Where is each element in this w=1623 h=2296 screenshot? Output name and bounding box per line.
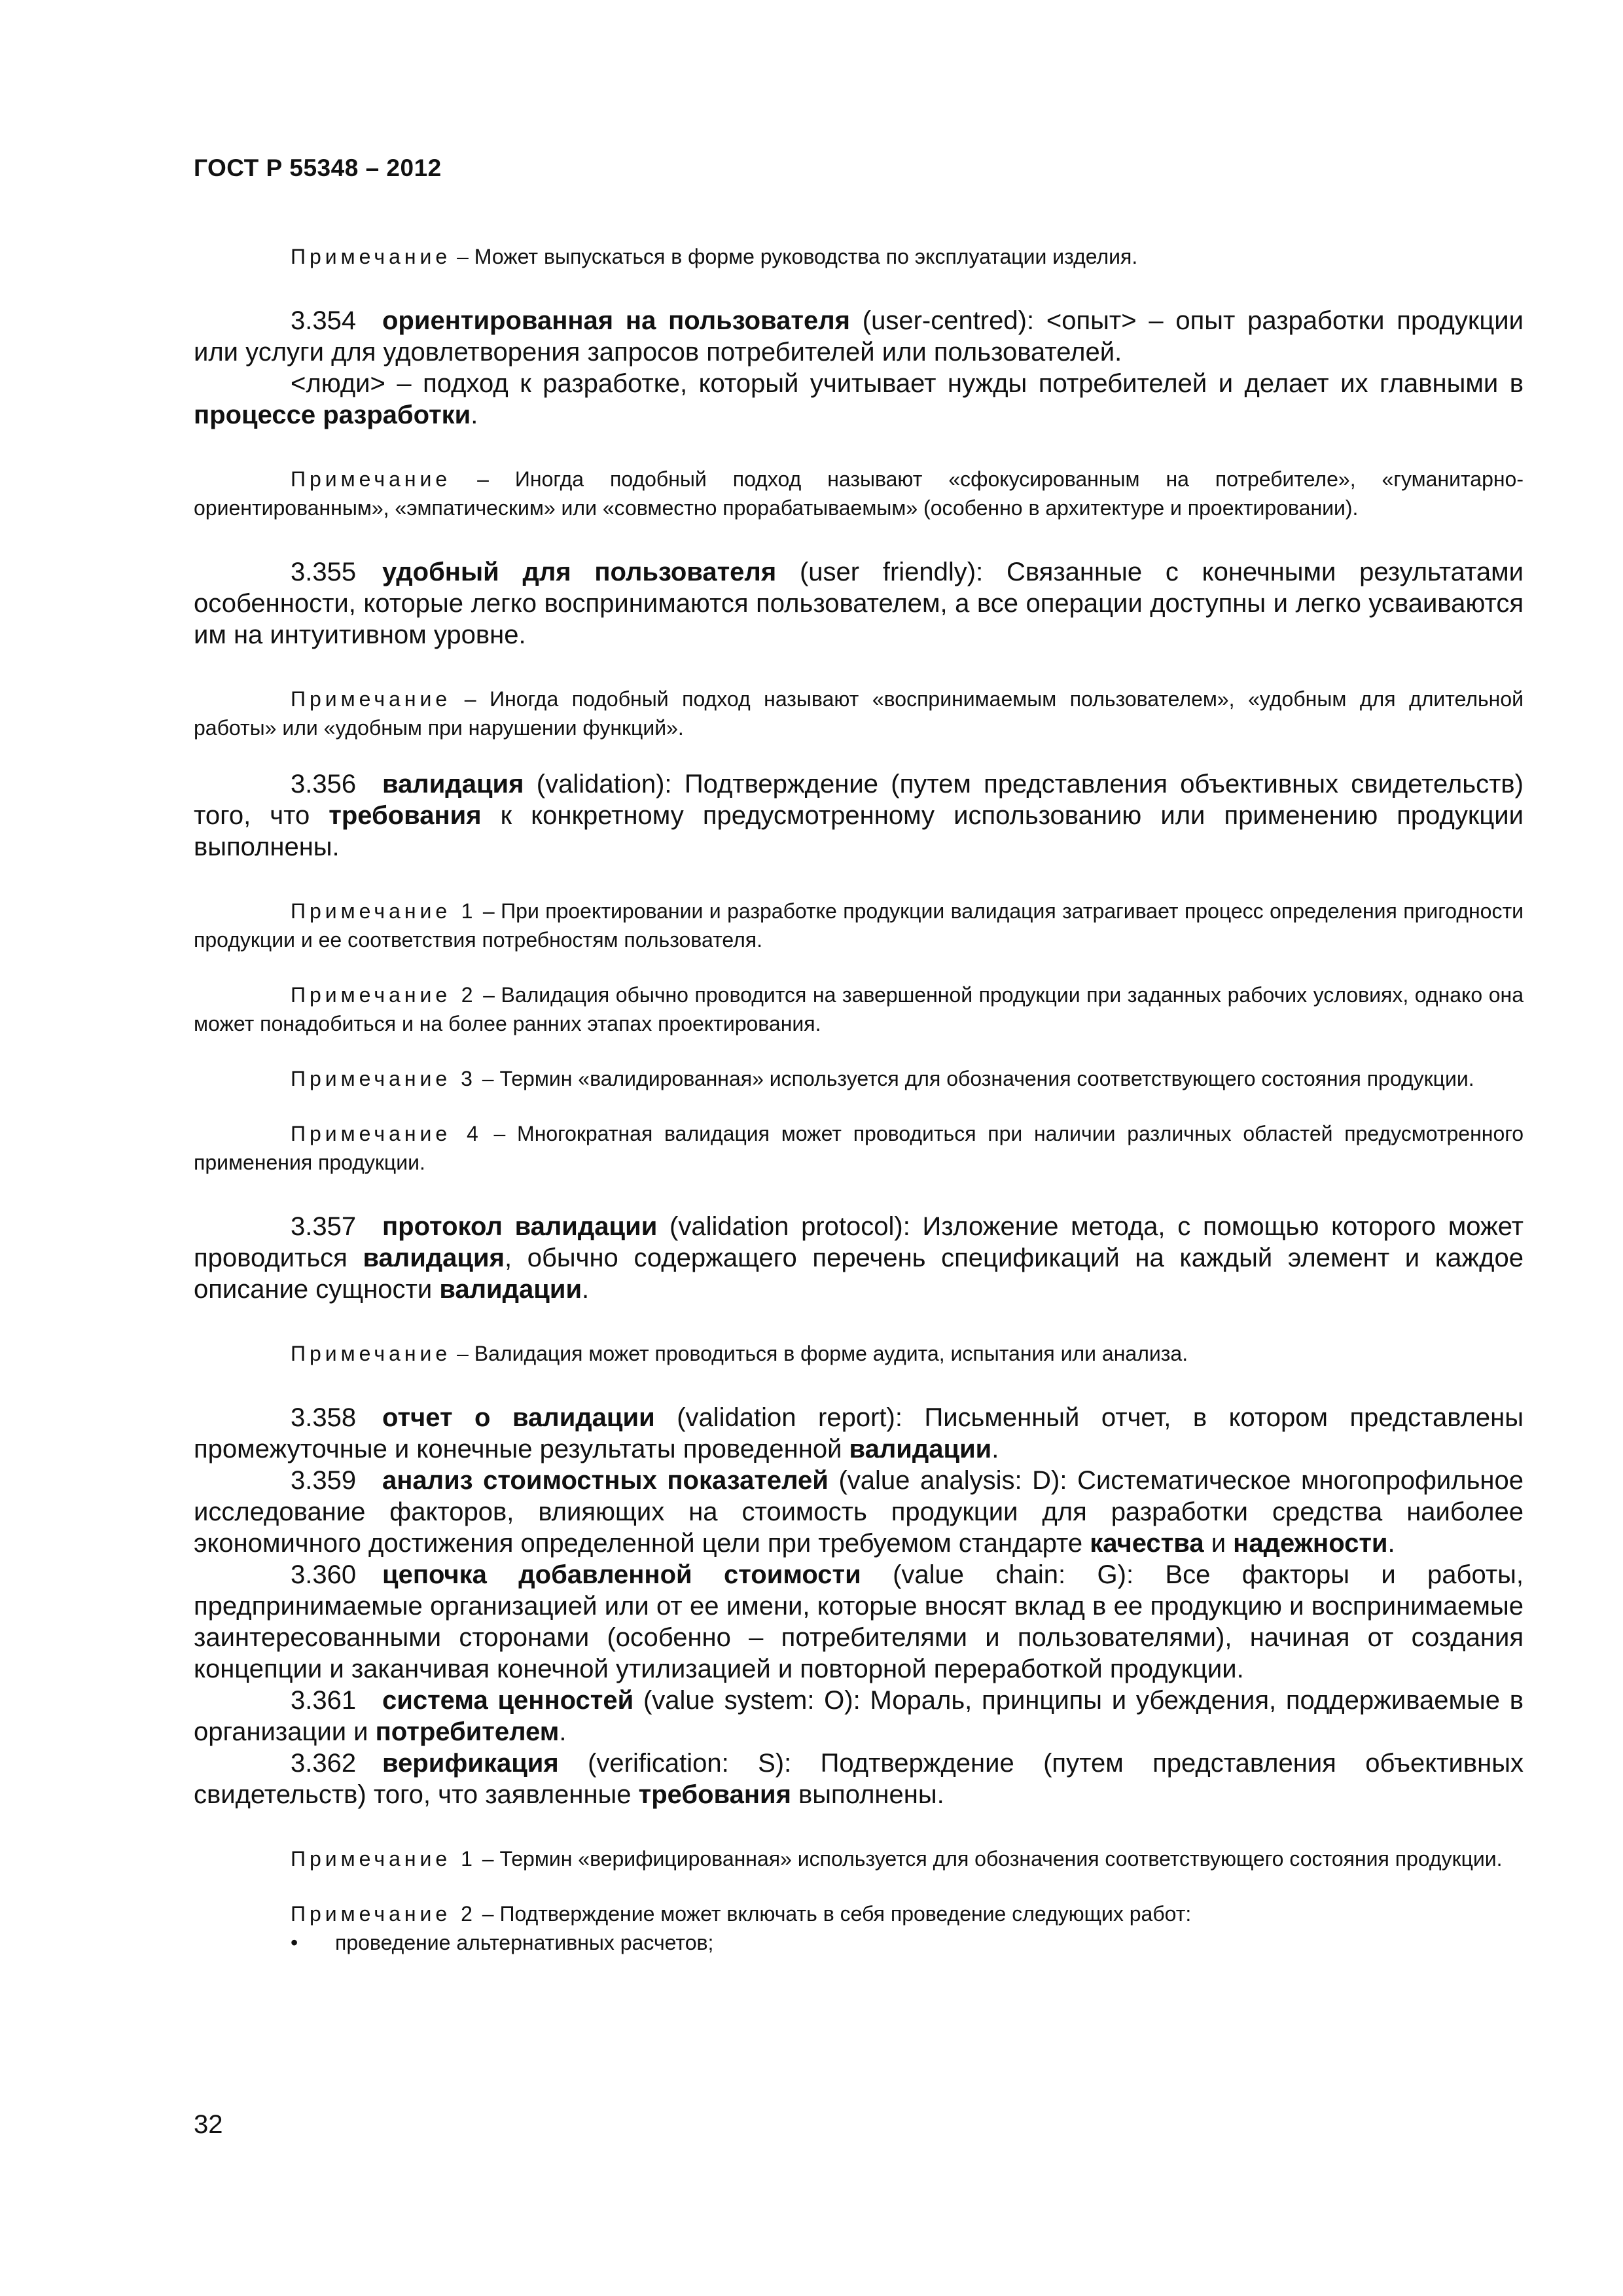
note-text: – Может выпускаться в форме руководства по эксплуатации изделия. [451, 245, 1138, 268]
term-number: 3.360 [291, 1560, 357, 1589]
note-label: Примечание [291, 467, 452, 491]
note-label: Примечание [291, 245, 452, 268]
page-number: 32 [194, 2110, 223, 2139]
term-title: система ценностей [382, 1686, 634, 1715]
note-label: Примечание [291, 1067, 452, 1090]
term-title: отчет о валидации [382, 1403, 655, 1432]
note: Примечание – Иногда подобный подход называют «воспринимаемым пользователем», «удобным для длительной работы» или «удобным при нарушении функций». [194, 687, 1524, 740]
term-number: 3.356 [291, 770, 357, 798]
list-item: • проведение альтернативных расчетов; [194, 1928, 1524, 1957]
term-title: протокол валидации [382, 1212, 658, 1241]
note-label: Примечание [291, 687, 452, 711]
term-entry-3359: 3.359 анализ стоимостных показателей (value analysis: D): Систематическое многопрофильное исследование факторов, влияющих на стоимость продукции для разработки средства наиболее экономичного достижения определенной цели при требуемом стандарте качества и надежности. [194, 1466, 1524, 1558]
term-number: 3.362 [291, 1749, 357, 1778]
term-title: удобный для пользователя [382, 558, 777, 586]
document-header: ГОСТ Р 55348 – 2012 [194, 154, 442, 181]
document-body [194, 242, 1524, 1957]
note: Примечание 1 – При проектировании и разработке продукции валидация затрагивает процесс определения пригодности продукции и ее соответствия потребностям пользователя. [194, 899, 1524, 952]
note: Примечание 3 – Термин «валидированная» используется для обозначения соответствующего состояния продукции. [291, 1067, 1474, 1090]
term-entry-3361: 3.361 система ценностей (value system: O): Мораль, принципы и убеждения, поддерживаемые в организации и потребителем. [194, 1686, 1524, 1746]
term-entry-3357: 3.357 протокол валидации (validation protocol): Изложение метода, с помощью которого может проводиться валидация, обычно содержащего перечень спецификаций на каждый элемент и каждое описание сущности валидации. [194, 1212, 1524, 1304]
term-title: цепочка добавленной стоимости [382, 1560, 861, 1589]
term-title: ориентированная на пользователя [382, 306, 850, 335]
term-entry-3354: 3.354 ориентированная на пользователя (user-centred): <опыт> – опыт разработки продукции или услуги для удовлетворения запросов потребителей или пользователей. [194, 306, 1524, 367]
note-label: Примечание [291, 1342, 452, 1365]
note: Примечание 2 – Подтверждение может включать в себя проведение следующих работ: [291, 1902, 1192, 1926]
term-number: 3.354 [291, 306, 357, 335]
term-entry-3354-people: <люди> – подход к разработке, который учитывает нужды потребителей и делает их главными в процессе разработки. [194, 369, 1524, 429]
term-title: анализ стоимостных показателей [382, 1466, 829, 1495]
term-number: 3.358 [291, 1403, 357, 1432]
note: Примечание 2 – Валидация обычно проводится на завершенной продукции при заданных рабочих условиях, однако она может понадобиться и на более ранних этапах проектирования. [194, 983, 1524, 1035]
term-number: 3.355 [291, 558, 357, 586]
term-entry-3358: 3.358 отчет о валидации (validation report): Письменный отчет, в котором представлены промежуточные и конечные результаты проведенной валидации. [194, 1403, 1524, 1463]
term-number: 3.357 [291, 1212, 357, 1241]
term-entry-3360: 3.360 цепочка добавленной стоимости (value chain: G): Все факторы и работы, предпринимаемые организацией или от ее имени, которые вносят вклад в ее продукцию и воспринимаемые заинтересованными сторонами (особенно – потребителями и пользователями), начиная от создания концепции и заканчивая конечной утилизацией и повторной переработкой продукции. [194, 1560, 1524, 1683]
note-label: Примечание [291, 1122, 452, 1145]
note-label: Примечание [291, 899, 452, 923]
term-number: 3.361 [291, 1686, 357, 1715]
term-title: валидация [382, 770, 524, 798]
note-label: Примечание [291, 1902, 452, 1926]
bullet-icon: • [291, 1931, 298, 1954]
term-number: 3.359 [291, 1466, 357, 1495]
note [194, 242, 1524, 271]
note: Примечание 1 – Термин «верифицированная» используется для обозначения соответствующего состояния продукции. [291, 1847, 1503, 1871]
term-entry-3356: 3.356 валидация (validation): Подтверждение (путем представления объективных свидетельств) того, что требования к конкретному предусмотренному использованию или применению продукции выполнены. [194, 770, 1524, 861]
term-entry-3362: 3.362 верификация (verification: S): Подтверждение (путем представления объективных свидетельств) того, что заявленные требования выполнены. [194, 1749, 1524, 1809]
note: Примечание – Иногда подобный подход называют «сфокусированным на потребителе», «гуманитарно-ориентированным», «эмпатическим» или «совместно прорабатываемым» (особенно в архитектуре и проектировании). [194, 467, 1524, 520]
term-entry-3355: 3.355 удобный для пользователя (user friendly): Связанные с конечными результатами особенности, которые легко воспринимаются пользователем, а все операции доступны и легко усваиваются им на интуитивном уровне. [194, 558, 1524, 649]
note: Примечание – Валидация может проводиться в форме аудита, испытания или анализа. [291, 1342, 1188, 1365]
note-label: Примечание [291, 983, 452, 1007]
note: Примечание 4 – Многократная валидация может проводиться при наличии различных областей предусмотренного применения продукции. [194, 1122, 1524, 1174]
term-title: верификация [382, 1749, 559, 1778]
note-label: Примечание [291, 1847, 452, 1871]
